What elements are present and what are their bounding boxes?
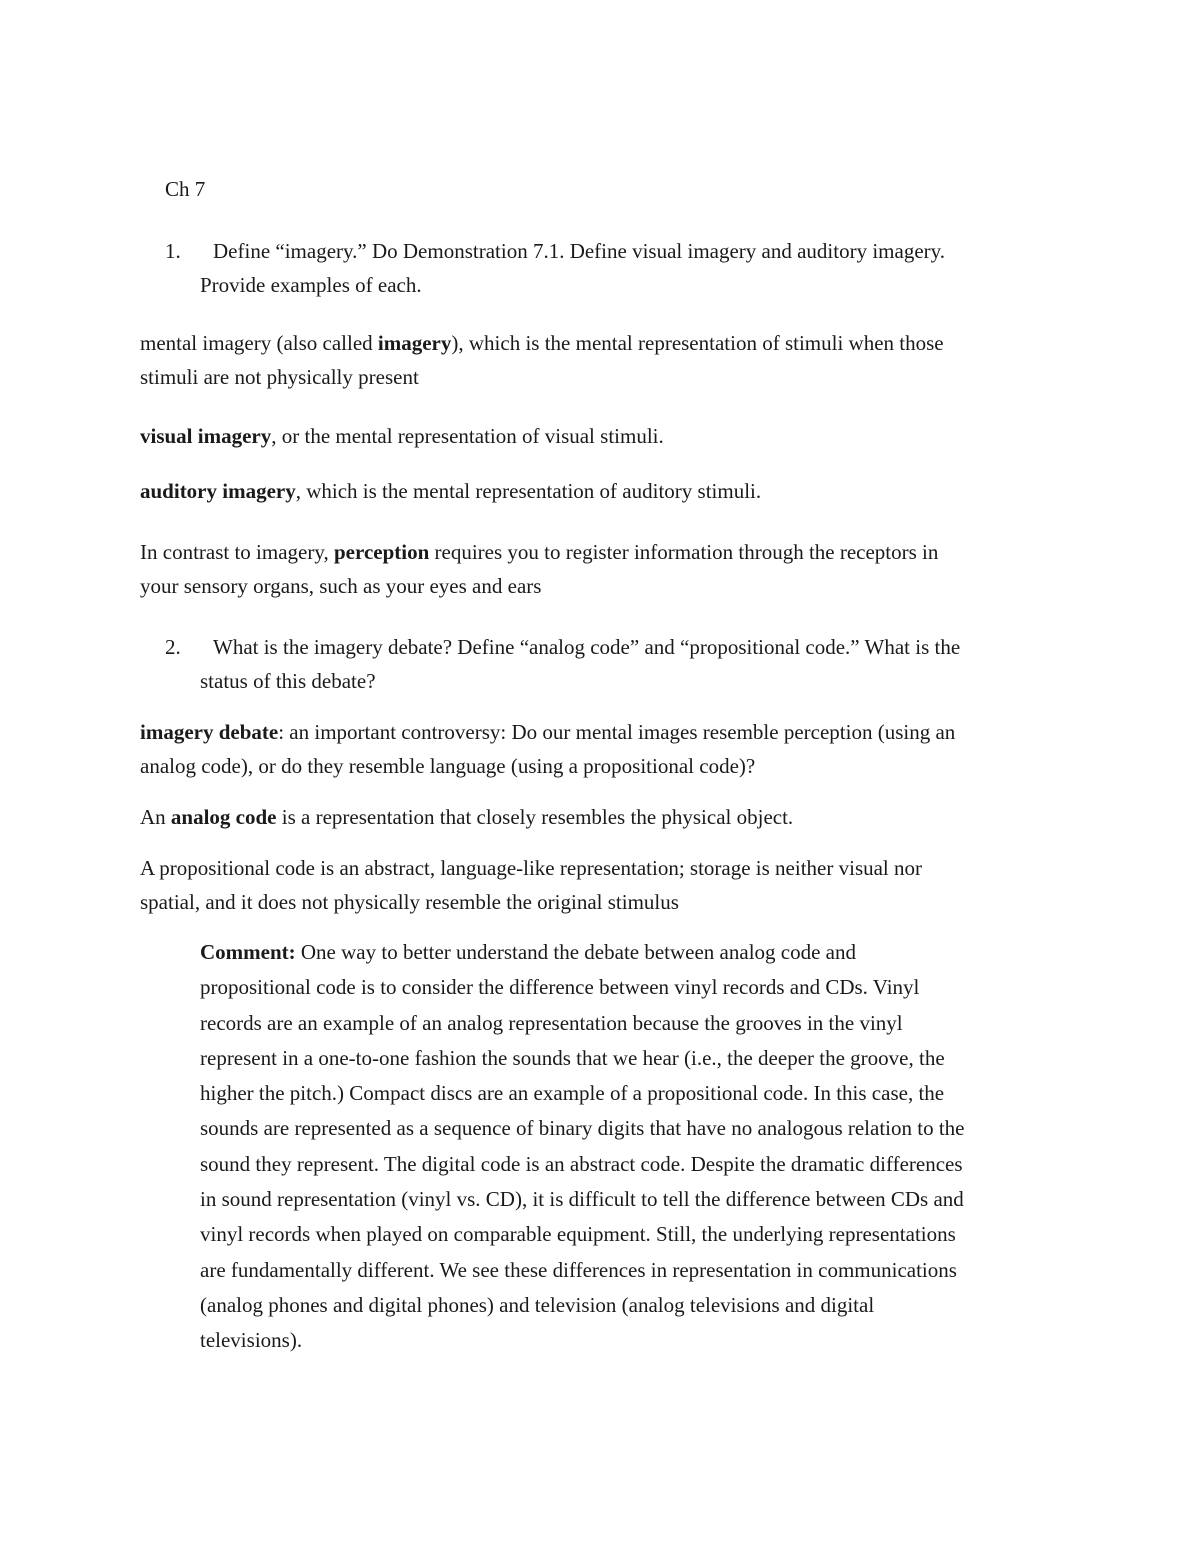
question-1 [165,234,1085,302]
chapter-heading: Ch 7 [165,177,206,201]
question-1-line-1: Define “imagery.” Do Demonstration 7.1. Define visual imagery and auditory imagery. [213,239,946,263]
mental-imagery-term: imagery [377,331,452,355]
question-2-line-1: What is the imagery debate? Define “analog code” and “propositional code.” What is the [213,635,961,659]
paragraph-analog-code [140,800,1080,834]
propositional-code-line-2: spatial, and it does not physically resemble the original stimulus [140,890,679,914]
paragraph-visual-imagery [140,419,1080,453]
mental-imagery-text-pre: mental imagery (also called [140,331,378,355]
question-2 [165,630,1085,698]
comment-line: sounds are represented as a sequence of binary digits that have no analogous relation to the [200,1116,965,1141]
comment-block [200,935,1080,1359]
comment-line: televisions). [200,1328,303,1353]
analog-code-text-pre: An [140,805,171,829]
paragraph-propositional-code [140,851,1080,919]
question-1-line-2: Provide examples of each. [200,273,422,297]
analog-code-text-post: is a representation that closely resembles the physical object. [276,805,794,829]
question-2-number: 2. [165,635,181,659]
paragraph-mental-imagery [140,326,1080,394]
paragraph-perception [140,535,1080,603]
comment-line: represent in a one-to-one fashion the sounds that we hear (i.e., the deeper the groove, the [200,1045,945,1070]
perception-term: perception [334,540,430,564]
imagery-debate-text: : an important controversy: Do our mental images resemble perception (using an [278,720,956,744]
auditory-imagery-text: , which is the mental representation of auditory stimuli. [295,479,762,503]
comment-line-1: One way to better understand the debate between analog code and [295,940,856,964]
perception-text-post: requires you to register information through the receptors in [429,540,939,564]
question-2-line-2: status of this debate? [200,669,376,693]
comment-line: vinyl records when played on comparable equipment. Still, the underlying representations [200,1222,956,1247]
comment-line: are fundamentally different. We see these differences in representation in communications [200,1257,957,1282]
perception-text-pre: In contrast to imagery, [140,540,334,564]
question-1-number: 1. [165,239,181,263]
comment-line: sound they represent. The digital code is an abstract code. Despite the dramatic differences [200,1151,963,1176]
comment-line: records are an example of an analog representation because the grooves in the vinyl [200,1010,903,1035]
visual-imagery-text: , or the mental representation of visual stimuli. [271,424,664,448]
paragraph-auditory-imagery [140,474,1080,508]
mental-imagery-text-post: ), which is the mental representation of stimuli when those [451,331,944,355]
mental-imagery-line-2: stimuli are not physically present [140,365,419,389]
comment-line: propositional code is to consider the difference between vinyl records and CDs. Vinyl [200,975,920,1000]
comment-line: higher the pitch.) Compact discs are an example of a propositional code. In this case, the [200,1081,945,1106]
paragraph-imagery-debate [140,715,1080,783]
propositional-code-line-1: A propositional code is an abstract, language-like representation; storage is neither visual nor [140,856,923,880]
auditory-imagery-term: auditory imagery [140,479,296,503]
comment-line: in sound representation (vinyl vs. CD), it is difficult to tell the difference between CDs and [200,1187,964,1212]
analog-code-term: analog code [170,805,277,829]
imagery-debate-line-2: analog code), or do they resemble language (using a propositional code)? [140,754,756,778]
visual-imagery-term: visual imagery [140,424,272,448]
comment-line: (analog phones and digital phones) and television (analog televisions and digital [200,1292,875,1317]
imagery-debate-term: imagery debate [140,720,279,744]
perception-line-2: your sensory organs, such as your eyes and ears [140,574,542,598]
comment-label: Comment: [200,940,296,964]
